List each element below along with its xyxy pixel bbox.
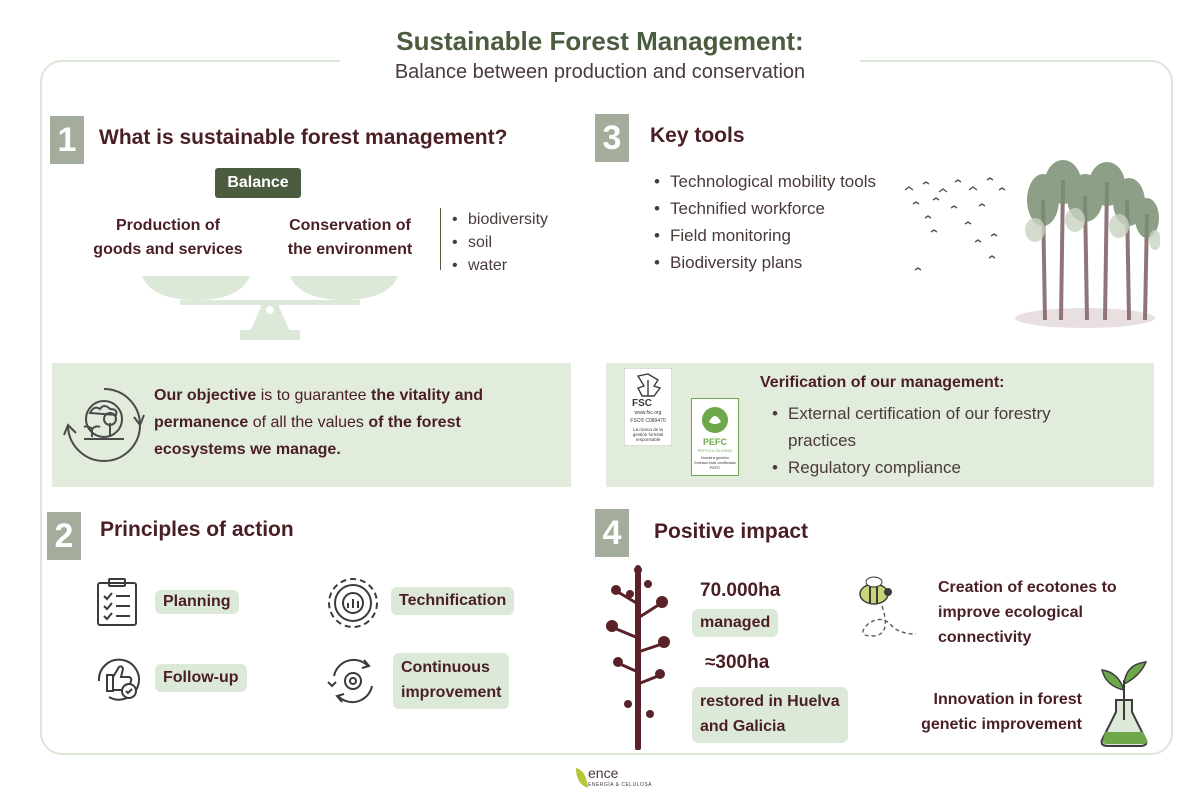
section-4-title: Positive impact: [654, 520, 809, 543]
list-item: • Technological mobility tools: [652, 168, 876, 195]
pefc-code: PEFC/14-33-00002: [697, 448, 733, 453]
section-3-number: 3: [595, 114, 629, 162]
list-item: • Biodiversity plans: [652, 249, 876, 276]
section-2-title: Principles of action: [100, 518, 294, 541]
fsc-url: www.fsc.org: [634, 410, 662, 416]
section-2-number: 2: [47, 512, 81, 560]
fsc-caption: La marca de la gestión forestal responsable: [632, 427, 664, 442]
key-tools-list: [652, 168, 876, 276]
stat-managed-label: managed: [692, 609, 778, 637]
ecotones-text: Creation of ecotones to improve ecological connectivity: [938, 579, 1117, 646]
innovation-text: Innovation in forest genetic improvement: [921, 691, 1082, 733]
planning-label: Planning: [155, 590, 239, 614]
list-item: • External certification of our forestry practices: [770, 400, 1110, 454]
scale-icon: [140, 270, 400, 342]
fsc-label: FSC: [632, 398, 652, 409]
pefc-caption: Nuestra gestión forestal está certificada PEFC: [694, 455, 736, 470]
page-title: Sustainable Forest Management:: [396, 26, 804, 56]
bee-icon: [852, 576, 942, 646]
pefc-label: PEFC: [702, 437, 727, 447]
objective-text: Our objective is to guarantee the vitality and permanence of all the values of the forest ecosystems we manage.: [154, 387, 484, 458]
fsc-code: FSC® C089470: [630, 418, 666, 424]
header: [340, 24, 860, 86]
stat-restored-value: ≈300ha: [705, 652, 770, 673]
stat-managed-value: 70.000ha: [700, 580, 781, 601]
production-label: Production of goods and services: [93, 217, 243, 258]
followup-label: Follow-up: [155, 664, 247, 692]
list-item: • Regulatory compliance: [770, 454, 1110, 481]
conservation-label: Conservation of the environment: [287, 217, 413, 258]
conservation-list: [450, 208, 548, 277]
section-4-number: 4: [595, 509, 629, 557]
ence-logo-text: ence: [588, 765, 619, 781]
stat-restored-label: restored in Huelva and Galicia: [692, 687, 848, 743]
list-item: • water: [450, 254, 548, 277]
technification-label: Technification: [391, 587, 514, 615]
gear-chart-icon: [325, 575, 381, 631]
verification-list: [770, 400, 1110, 481]
section-1-title: What is sustainable forest management?: [99, 126, 508, 149]
divider-line: [440, 208, 441, 270]
continuous-improvement-icon: [324, 652, 382, 710]
forest-trees-icon: [1015, 160, 1160, 330]
tree-icon: [600, 564, 678, 750]
list-item: • biodiversity: [450, 208, 548, 231]
list-item: • Technified workforce: [652, 195, 876, 222]
section-1-number: 1: [50, 116, 84, 164]
clipboard-icon: [95, 578, 139, 628]
verification-title: Verification of our management:: [760, 374, 1005, 391]
page-subtitle: Balance between production and conservation: [394, 61, 806, 83]
list-item: • soil: [450, 231, 548, 254]
balance-tag: Balance: [215, 168, 301, 198]
section-3-title: Key tools: [650, 124, 745, 147]
flask-plant-icon: [1094, 660, 1154, 748]
ecosystem-cycle-icon: [62, 383, 146, 467]
continuous-improvement-label: Continuous improvement: [393, 653, 509, 709]
thumbs-up-icon: [93, 653, 143, 703]
ence-logo-subtext: ENERGÍA & CELULOSA: [588, 782, 653, 788]
list-item: • Field monitoring: [652, 222, 876, 249]
birds-icon: [895, 170, 1015, 280]
